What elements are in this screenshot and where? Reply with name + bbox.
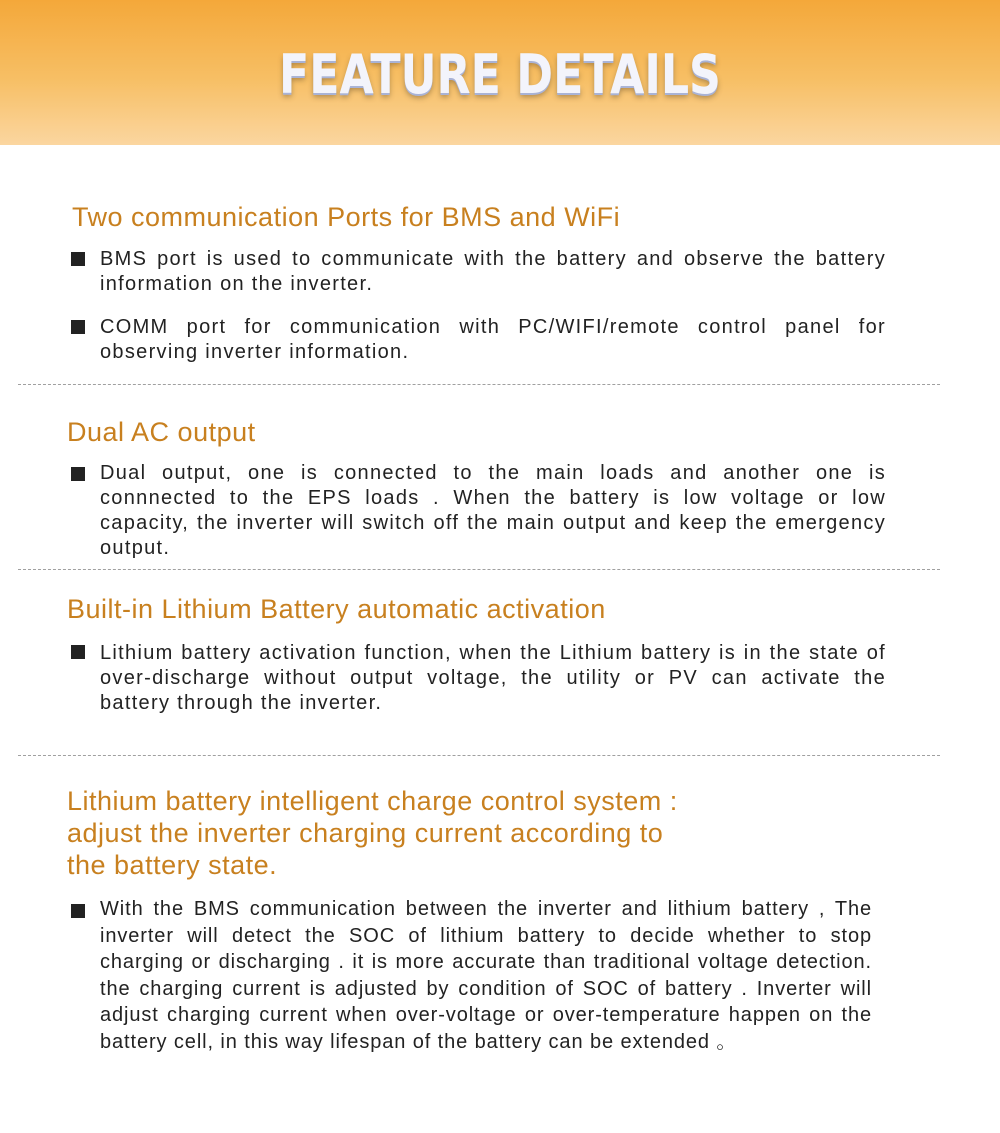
section-heading-charge-control-line-1: Lithium battery intelligent charge control system : (67, 786, 678, 816)
section-heading-charge-control-line-2: adjust the inverter charging current according to (67, 818, 664, 848)
section-heading-communication-ports: Two communication Ports for BMS and WiFi (72, 202, 621, 232)
paragraph-dual-output: Dual output, one is connected to the main loads and another one is connnected to the EPS loads . When the battery is low voltage or low capacity, the inverter will switch off the main output and keep the emergency output. (100, 462, 886, 559)
section-heading-dual-ac-output: Dual AC output (67, 417, 256, 447)
paragraph-charge-control: With the BMS communication between the inverter and lithium battery , The inverter will detect the SOC of lithium battery to decide whether to stop charging or discharging . it is more accurate than traditional voltage detection. the charging current is adjusted by condition of SOC of battery . Inverter will adjust charging current when over-voltage or over-temperature happen on the battery cell, in this way lifespan of the battery can be extended 。 (100, 898, 872, 1053)
section-divider (18, 569, 940, 570)
section-heading-charge-control-line-3: the battery state. (67, 850, 278, 880)
bullet-square-icon (71, 904, 85, 918)
paragraph-comm-port: COMM port for communication with PC/WIFI/remote control panel for observing inverter information. (100, 316, 886, 363)
section-heading-lithium-activation: Built-in Lithium Battery automatic activation (67, 594, 606, 624)
bullet-square-icon (71, 320, 85, 334)
paragraph-bms-port: BMS port is used to communicate with the battery and observe the battery information on the inverter. (100, 248, 886, 295)
bullet-square-icon (71, 252, 85, 266)
bullet-square-icon (71, 467, 85, 481)
bullet-square-icon (71, 645, 85, 659)
section-divider (18, 384, 940, 385)
header-banner (0, 0, 1000, 145)
section-divider (18, 755, 940, 756)
paragraph-lithium-activation: Lithium battery activation function, when the Lithium battery is in the state of over-discharge without output voltage, the utility or PV can activate the battery through the inverter. (100, 642, 886, 714)
banner-title: FEATURE DETAILS (279, 43, 721, 106)
